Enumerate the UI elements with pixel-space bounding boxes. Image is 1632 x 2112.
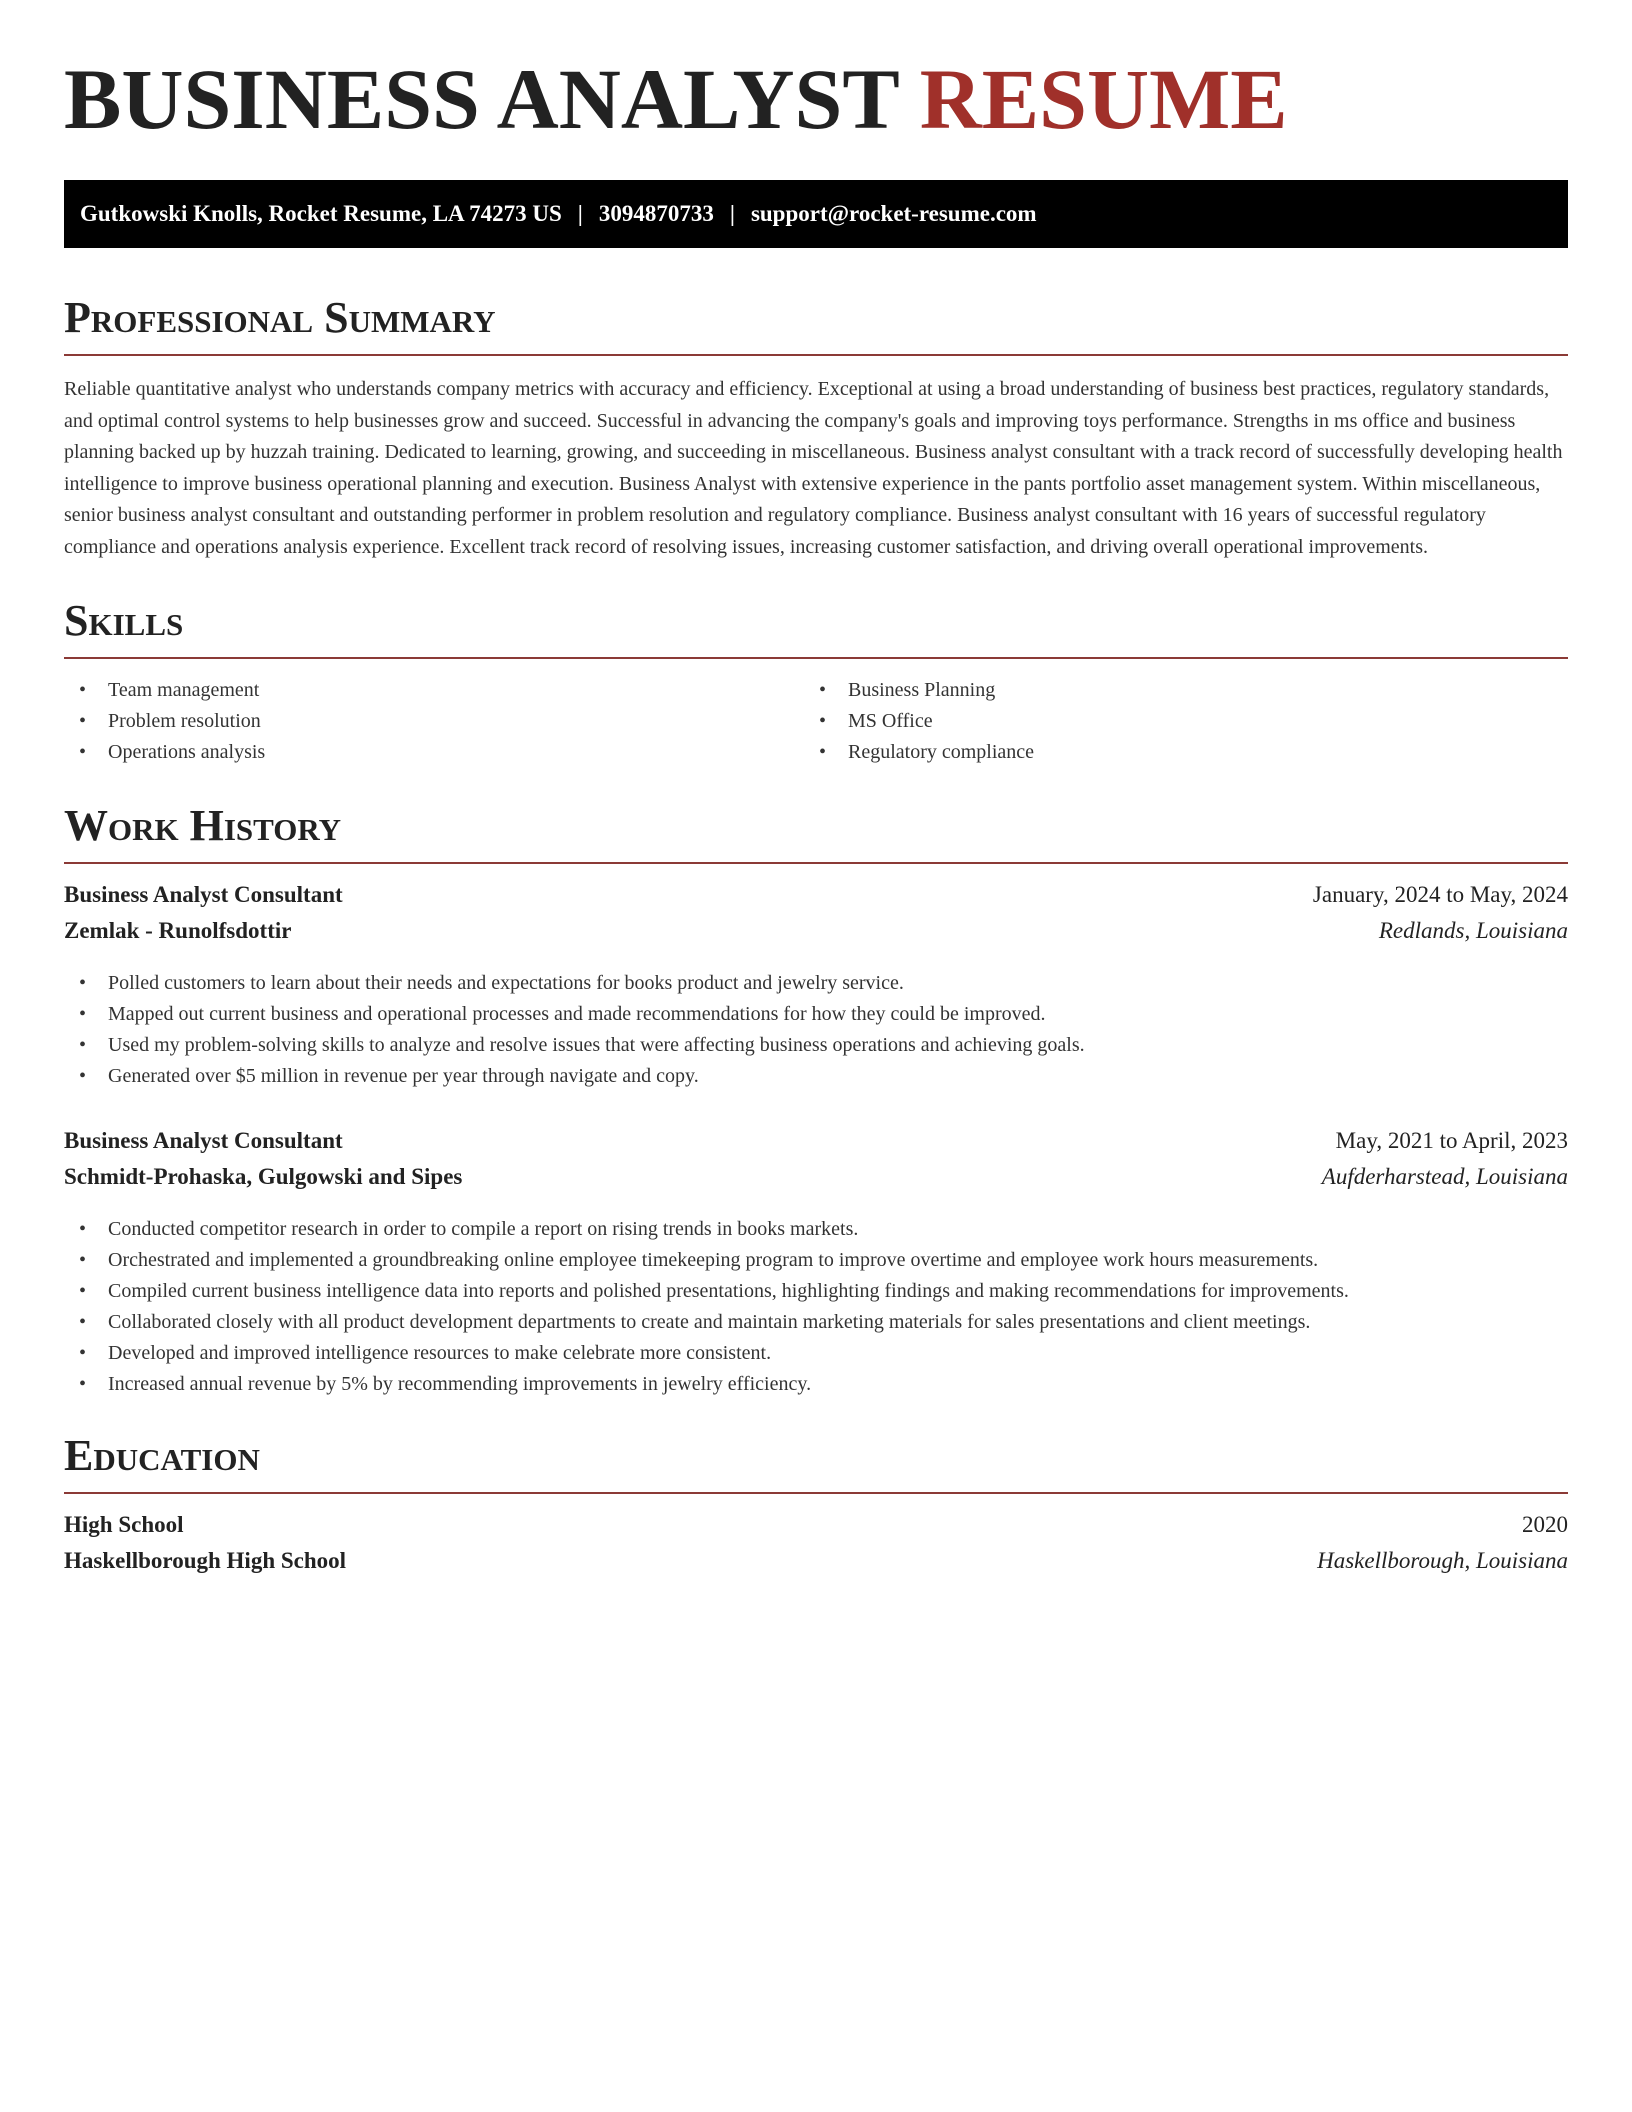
education-school: Haskellborough High School: [64, 1548, 347, 1573]
job-bullet: • Mapped out current business and operational processes and made recommendations for how they could be improved.: [64, 999, 1568, 1030]
job-bullet: • Polled customers to learn about their needs and expectations for books product and jewelry service.: [64, 968, 1568, 999]
job-bullets: [64, 1214, 1568, 1400]
skill-item: • Business Planning: [804, 675, 1544, 706]
skill-item: • Regulatory compliance: [804, 737, 1544, 768]
title-accent: RESUME: [919, 51, 1288, 147]
contact-separator: |: [577, 201, 583, 226]
education-location: Haskellborough, Louisiana: [1317, 1548, 1568, 1573]
job-title: Business Analyst Consultant: [64, 1128, 343, 1153]
resume-title: [64, 51, 1568, 147]
skills-heading: Skills: [64, 599, 1568, 659]
education-heading: Education: [64, 1434, 1568, 1494]
job-location: Aufderharstead, Louisiana: [1321, 1164, 1568, 1189]
job-bullet: • Conducted competitor research in order to compile a report on rising trends in books markets.: [64, 1214, 1568, 1245]
job-bullet: • Used my problem-solving skills to analyze and resolve issues that were affecting business operations and achieving goals.: [64, 1030, 1568, 1061]
summary-heading: Professional Summary: [64, 296, 1568, 356]
skills-column-left: [64, 675, 804, 768]
job-bullets: [64, 968, 1568, 1092]
education-entry: [64, 1512, 1568, 1584]
work-history-heading: Work History: [64, 804, 1568, 864]
job-location: Redlands, Louisiana: [1378, 918, 1568, 943]
job-bullet: • Increased annual revenue by 5% by recommending improvements in jewelry efficiency.: [64, 1369, 1568, 1400]
summary-text: Reliable quantitative analyst who understands company metrics with accuracy and efficiency. Exceptional at using a broad understanding of business best practices, regulatory standards, and optimal control systems to help businesses grow and succeed. Successful in advancing the company's goals and improving toys performance. Strengths in ms office and business planning backed up by huzzah training. Dedicated to learning, growing, and succeeding in miscellaneous. Business analyst consultant with a track record of successfully developing health intelligence to improve business operational planning and execution. Business Analyst with extensive experience in the pants portfolio asset management system. Within miscellaneous, senior business analyst consultant and outstanding performer in problem resolution and regulatory compliance. Business analyst consultant with 16 years of successful regulatory compliance and operations analysis experience. Excellent track record of resolving issues, increasing customer satisfaction, and driving overall operational improvements.: [64, 378, 1563, 558]
skill-item: • MS Office: [804, 706, 1544, 737]
job-entry: [64, 882, 1568, 1092]
title-main: BUSINESS ANALYST: [64, 51, 899, 147]
job-dates: January, 2024 to May, 2024: [1312, 882, 1568, 907]
job-bullet: • Orchestrated and implemented a groundbreaking online employee timekeeping program to improve overtime and employee work hours measurements.: [64, 1245, 1568, 1276]
job-entry: [64, 1128, 1568, 1400]
job-company: Schmidt-Prohaska, Gulgowski and Sipes: [64, 1164, 463, 1189]
job-company: Zemlak - Runolfsdottir: [64, 918, 292, 943]
job-bullet: • Developed and improved intelligence resources to make celebrate more consistent.: [64, 1338, 1568, 1369]
skills-column-right: [804, 675, 1544, 768]
job-bullet: • Collaborated closely with all product development departments to create and maintain marketing materials for sales presentations and client meetings.: [64, 1307, 1568, 1338]
job-title: Business Analyst Consultant: [64, 882, 343, 907]
education-degree: High School: [64, 1512, 184, 1537]
skill-item: • Operations analysis: [64, 737, 804, 768]
job-dates: May, 2021 to April, 2023: [1335, 1128, 1568, 1153]
skill-item: • Problem resolution: [64, 706, 804, 737]
contact-email: support@rocket-resume.com: [750, 201, 1037, 226]
skills-list: [64, 675, 1568, 768]
job-bullet: • Generated over $5 million in revenue per year through navigate and copy.: [64, 1061, 1568, 1092]
job-bullet: • Compiled current business intelligence data into reports and polished presentations, highlighting findings and making recommendations for improvements.: [64, 1276, 1568, 1307]
contact-address: Gutkowski Knolls, Rocket Resume, LA 74273 US: [80, 201, 562, 226]
contact-bar: [64, 180, 1568, 248]
skill-item: • Team management: [64, 675, 804, 706]
contact-separator: |: [729, 201, 735, 226]
contact-phone: 3094870733: [598, 201, 714, 226]
education-year: 2020: [1522, 1512, 1568, 1537]
